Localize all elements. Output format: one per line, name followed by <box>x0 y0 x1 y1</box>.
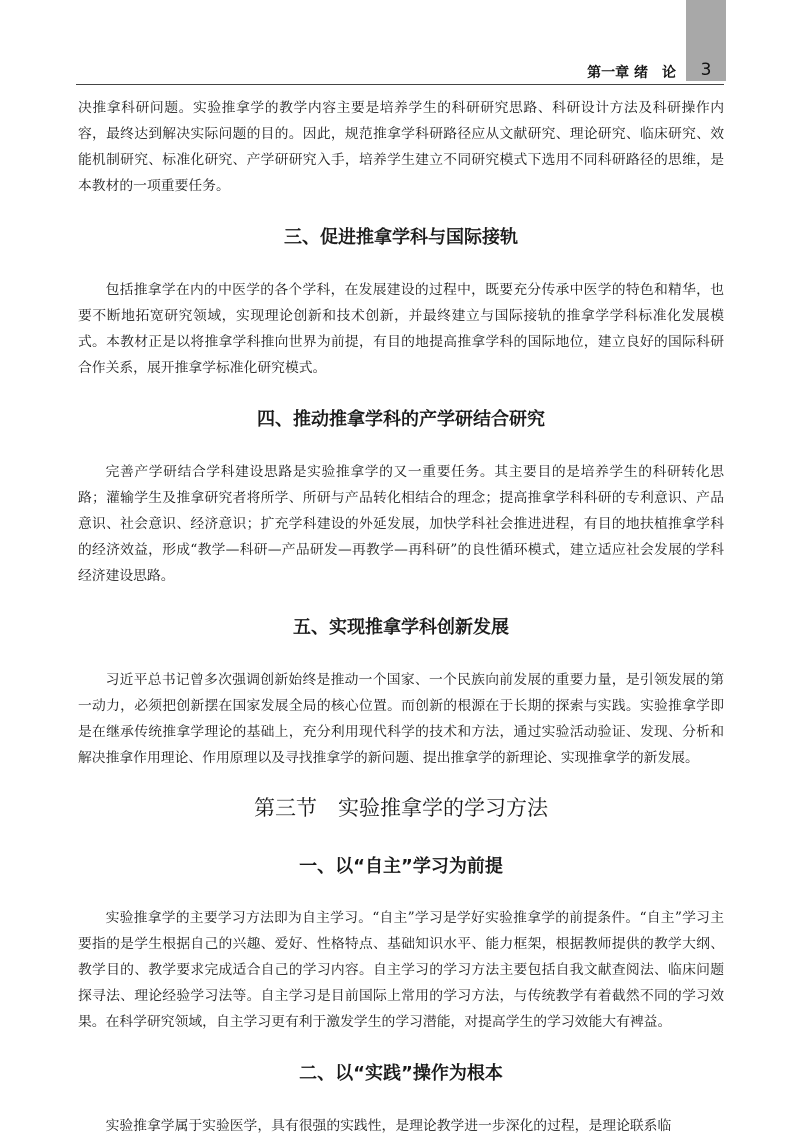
heading-3: 三、促进推拿学科与国际接轨 <box>284 227 518 248</box>
header-divider <box>76 84 724 85</box>
paragraph-3: 包括推拿学在内的中医学的各个学科，在发展建设的过程中，既要充分传承中医学的特色和精华，也要不断地拓宽研究领域，实现理论创新和技术创新，并最终建立与国际接轨的推拿学学科标准化发展模式。本教材正是以将推拿学科推向世界为前提，有目的地提高推拿学科的国际地位，建立良好的国际科研合作关系，展开推拿学标准化研究模式。 <box>78 282 724 376</box>
page-number-tab <box>686 0 726 81</box>
paragraph-5: 习近平总书记曾多次强调创新始终是推动一个国家、一个民族向前发展的重要力量，是引领发展的第一动力，必须把创新摆在国家发展全局的核心位置。而创新的根源在于长期的探索与实践。实验推拿学即是在继承传统推拿学理论的基础上，充分利用现代科学的技术和方法，通过实验活动验证、发现、分析和解决推拿作用理论、作用原理以及寻找推拿学的新问题、提出推拿学的新理论、实现推拿学的新发展。 <box>78 672 724 766</box>
heading-s2: 二、以“实践”操作为根本 <box>299 1063 503 1084</box>
section-title: 第三节 实验推拿学的学习方法 <box>254 796 548 820</box>
running-header-chapter: 第一章 绪 论 <box>587 65 676 81</box>
heading-4: 四、推动推拿学科的产学研结合研究 <box>257 409 545 430</box>
page-body <box>78 95 724 1139</box>
paragraph-4: 完善产学研结合学科建设思路是实验推拿学的又一重要任务。其主要目的是培养学生的科研转化思路；灌输学生及推拿研究者将所学、所研与产品转化相结合的理念；提高推拿学科科研的专利意识、产品意识、社会意识、经济意识；扩充学科建设的外延发展，加快学科社会推进进程，有目的地扶植推拿学科的经济效益，形成“教学—科研—产品研发—再教学—再科研”的良性循环模式，建立适应社会发展的学科经济建设思路。 <box>78 464 724 584</box>
page-number: 3 <box>700 60 712 80</box>
heading-5: 五、实现推拿学科创新发展 <box>293 617 509 638</box>
paragraph-continued: 决推拿科研问题。实验推拿学的教学内容主要是培养学生的科研研究思路、科研设计方法及科研操作内容，最终达到解决实际问题的目的。因此，规范推拿学科研路径应从文献研究、理论研究、临床研究、效能机制研究、标准化研究、产学研研究入手，培养学生建立不同研究模式下选用不同科研路径的思维，是本教材的一项重要任务。 <box>78 100 724 194</box>
paragraph-s1: 实验推拿学的主要学习方法即为自主学习。“自主”学习是学好实验推拿学的前提条件。“自主”学习主要指的是学生根据自己的兴趣、爱好、性格特点、基础知识水平、能力框架，根据教师提供的教学大纲、教学目的、教学要求完成适合自己的学习内容。自主学习的学习方法主要包括自我文献查阅法、临床问题探寻法、理论经验学习法等。自主学习是目前国际上常用的学习方法，与传统教学有着截然不同的学习效果。在科学研究领域，自主学习更有利于激发学生的学习潜能，对提高学生的学习效能大有裨益。 <box>78 910 724 1030</box>
paragraph-s2: 实验推拿学属于实验医学，具有很强的实践性，是理论教学进一步深化的过程，是理论联系临 <box>105 1118 672 1134</box>
heading-s1: 一、以“自主”学习为前提 <box>299 856 503 877</box>
